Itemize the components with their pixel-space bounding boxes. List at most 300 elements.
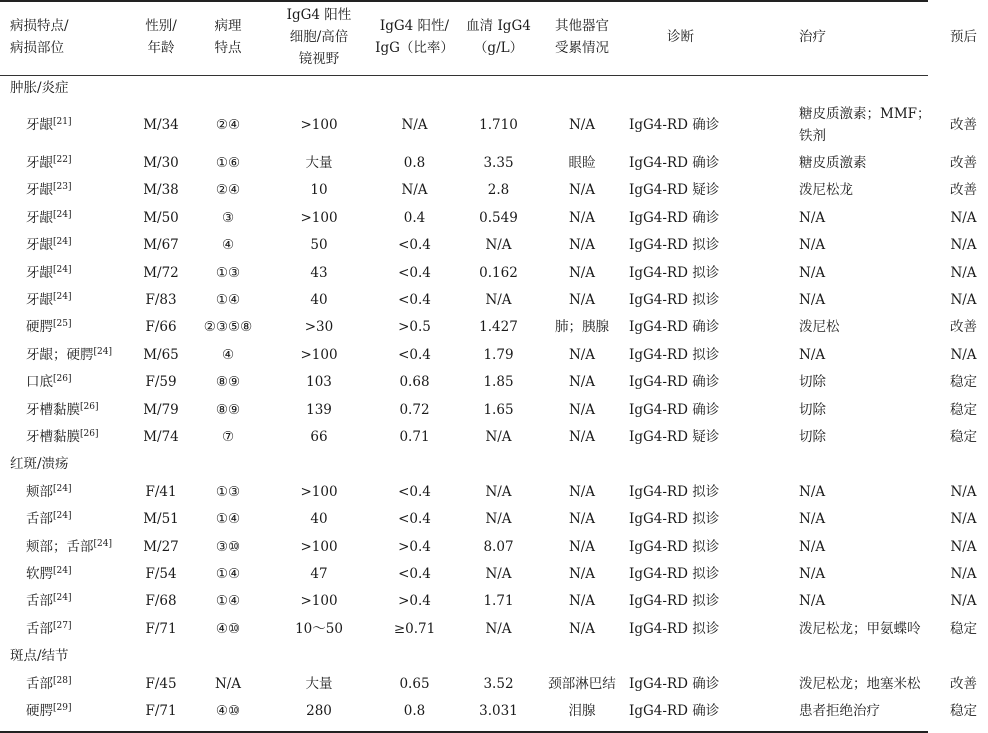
sex-age-cell	[135, 341, 187, 368]
prognosis-cell	[939, 396, 988, 423]
serum-cell	[460, 505, 537, 532]
ratio-text: <0.4	[398, 346, 431, 363]
header-text: 诊断	[667, 29, 694, 45]
reference-citation: [29]	[53, 702, 72, 713]
prognosis-text: N/A	[950, 538, 977, 555]
cells-cell	[269, 341, 369, 368]
diagnosis-text: IgG4-RD 拟诊	[629, 292, 720, 309]
cells-text: >30	[304, 319, 334, 336]
cells-text: 50	[310, 237, 328, 254]
prognosis-text: 改善	[950, 675, 977, 692]
serum-cell	[460, 232, 537, 259]
organs-text: N/A	[568, 565, 596, 582]
ratio-cell	[369, 588, 460, 615]
header-treatment	[789, 0, 939, 74]
serum-text: 3.52	[483, 675, 514, 692]
ratio-text: >0.4	[398, 538, 431, 555]
site-cell	[0, 396, 135, 423]
organs-cell	[537, 396, 627, 423]
cells-cell	[269, 149, 369, 176]
diagnosis-cell	[627, 259, 789, 286]
treatment-text: N/A	[799, 593, 826, 610]
serum-text: N/A	[485, 237, 512, 254]
table-row	[0, 396, 988, 423]
treatment-cell	[789, 314, 939, 341]
organs-cell	[537, 101, 627, 149]
site-name: 舌部	[26, 511, 53, 528]
cells-cell	[269, 101, 369, 149]
ratio-cell	[369, 533, 460, 560]
diagnosis-text: IgG4-RD 拟诊	[629, 620, 720, 637]
header-text: 病损特点/	[10, 18, 69, 34]
organs-text: N/A	[568, 620, 596, 637]
serum-cell	[460, 533, 537, 560]
treatment-text: N/A	[799, 209, 826, 226]
pathology-text: ③⑩	[215, 538, 241, 555]
diagnosis-cell	[627, 505, 789, 532]
pathology-text: ①③	[215, 483, 241, 500]
organs-text: N/A	[568, 374, 596, 391]
cells-cell	[269, 533, 369, 560]
header-text: IgG4 阳性/	[379, 18, 450, 34]
table-row	[0, 149, 988, 176]
site-name: 牙龈	[26, 155, 53, 172]
diagnosis-cell	[627, 588, 789, 615]
serum-text: 0.549	[479, 209, 518, 226]
reference-citation: [24]	[53, 264, 72, 275]
serum-cell	[460, 286, 537, 313]
site-cell	[0, 259, 135, 286]
cells-cell	[269, 615, 369, 642]
organs-text: N/A	[568, 401, 596, 418]
reference-citation: [24]	[53, 593, 72, 604]
pathology-cell	[187, 232, 269, 259]
prognosis-cell	[939, 697, 988, 724]
ratio-cell	[369, 204, 460, 231]
diagnosis-cell	[627, 204, 789, 231]
sex-age-text: M/72	[143, 264, 179, 281]
sex-age-text: M/51	[143, 511, 179, 528]
prognosis-cell	[939, 505, 988, 532]
treatment-text: 泼尼松龙；地塞米松	[799, 675, 921, 692]
ratio-cell	[369, 232, 460, 259]
diagnosis-text: IgG4-RD 拟诊	[629, 593, 720, 610]
table-row	[0, 588, 988, 615]
site-cell	[0, 560, 135, 587]
pathology-cell	[187, 423, 269, 450]
cells-cell	[269, 259, 369, 286]
prognosis-cell	[939, 670, 988, 697]
ratio-text: <0.4	[398, 264, 431, 281]
cells-text: 280	[306, 702, 332, 719]
sex-age-cell	[135, 314, 187, 341]
prognosis-cell	[939, 423, 988, 450]
sex-age-text: M/74	[143, 428, 179, 445]
diagnosis-cell	[627, 396, 789, 423]
cells-cell	[269, 314, 369, 341]
organs-text: N/A	[568, 209, 596, 226]
organs-text: 颈部淋巴结	[548, 675, 616, 692]
table-row	[0, 478, 988, 505]
table-row	[0, 101, 988, 149]
pathology-cell	[187, 533, 269, 560]
serum-text: 1.710	[479, 117, 518, 134]
pathology-cell	[187, 396, 269, 423]
diagnosis-cell	[627, 149, 789, 176]
section-title: 斑点/结节	[10, 648, 69, 665]
site-cell	[0, 670, 135, 697]
prognosis-cell	[939, 369, 988, 396]
site-cell	[0, 615, 135, 642]
prognosis-cell	[939, 533, 988, 560]
ratio-text: 0.8	[403, 155, 426, 172]
treatment-cell	[789, 259, 939, 286]
site-cell	[0, 177, 135, 204]
reference-citation: [21]	[53, 117, 72, 128]
cells-text: 40	[310, 511, 328, 528]
treatment-cell	[789, 149, 939, 176]
treatment-cell	[789, 177, 939, 204]
serum-text: 1.79	[483, 346, 514, 363]
pathology-text: ①④	[215, 511, 241, 528]
cells-cell	[269, 177, 369, 204]
site-name: 颊部	[26, 483, 53, 500]
header-text: 预后	[950, 29, 977, 45]
organs-cell	[537, 232, 627, 259]
treatment-cell	[789, 697, 939, 724]
site-name: 舌部	[26, 593, 53, 610]
pathology-cell	[187, 560, 269, 587]
prognosis-cell	[939, 478, 988, 505]
pathology-text: ①③	[215, 264, 241, 281]
site-name: 牙龈	[26, 237, 53, 254]
header-text: 性别/	[145, 18, 177, 34]
cells-cell	[269, 588, 369, 615]
site-name: 牙龈	[26, 292, 53, 309]
reference-citation: [24]	[93, 346, 112, 357]
header-serum-igg4	[460, 0, 537, 74]
site-name: 牙龈	[26, 182, 53, 199]
ratio-cell	[369, 149, 460, 176]
ratio-cell	[369, 259, 460, 286]
organs-text: 泪腺	[568, 702, 596, 719]
sex-age-cell	[135, 588, 187, 615]
diagnosis-text: IgG4-RD 拟诊	[629, 565, 720, 582]
pathology-text: ④	[221, 346, 235, 363]
prognosis-cell	[939, 286, 988, 313]
diagnosis-cell	[627, 314, 789, 341]
table-row	[0, 286, 988, 313]
pathology-cell	[187, 588, 269, 615]
organs-cell	[537, 341, 627, 368]
site-name: 舌部	[26, 675, 53, 692]
ratio-text: 0.68	[399, 374, 430, 391]
treatment-text: 患者拒绝治疗	[799, 702, 880, 719]
table-row	[0, 314, 988, 341]
prognosis-text: 稳定	[950, 374, 977, 391]
prognosis-cell	[939, 314, 988, 341]
sex-age-text: F/59	[145, 374, 177, 391]
header-text: 镜视野	[298, 51, 340, 67]
header-text: 治疗	[799, 29, 826, 45]
table-row	[0, 204, 988, 231]
site-cell	[0, 533, 135, 560]
site-cell	[0, 588, 135, 615]
sex-age-text: F/45	[145, 675, 177, 692]
pathology-cell	[187, 177, 269, 204]
prognosis-text: N/A	[950, 264, 977, 281]
sex-age-text: F/83	[145, 292, 177, 309]
prognosis-text: N/A	[950, 292, 977, 309]
site-cell	[0, 369, 135, 396]
prognosis-text: 稳定	[950, 428, 977, 445]
site-cell	[0, 286, 135, 313]
serum-cell	[460, 101, 537, 149]
site-name: 软腭	[26, 565, 53, 582]
diagnosis-text: IgG4-RD 确诊	[629, 374, 720, 391]
ratio-text: 0.8	[403, 702, 426, 719]
ratio-text: N/A	[401, 182, 428, 199]
diagnosis-text: IgG4-RD 确诊	[629, 401, 720, 418]
ratio-cell	[369, 341, 460, 368]
sex-age-cell	[135, 697, 187, 724]
ratio-cell	[369, 177, 460, 204]
organs-text: N/A	[568, 346, 596, 363]
organs-text: N/A	[568, 428, 596, 445]
header-sex-age	[135, 0, 187, 74]
ratio-cell	[369, 615, 460, 642]
prognosis-text: 改善	[950, 182, 977, 199]
reference-citation: [27]	[53, 620, 72, 631]
serum-text: 1.65	[483, 401, 514, 418]
sex-age-cell	[135, 423, 187, 450]
cells-cell	[269, 560, 369, 587]
cells-cell	[269, 670, 369, 697]
serum-cell	[460, 314, 537, 341]
site-cell	[0, 505, 135, 532]
cells-cell	[269, 478, 369, 505]
diagnosis-cell	[627, 369, 789, 396]
prognosis-text: N/A	[950, 346, 977, 363]
sex-age-text: F/66	[145, 319, 177, 336]
serum-text: N/A	[485, 565, 512, 582]
diagnosis-text: IgG4-RD 确诊	[629, 155, 720, 172]
prognosis-text: 稳定	[950, 702, 977, 719]
table-body	[0, 74, 988, 725]
prognosis-text: N/A	[950, 483, 977, 500]
treatment-text-line2: 铁剂	[799, 128, 826, 145]
cells-text: 47	[310, 565, 328, 582]
reference-citation: [24]	[53, 292, 72, 303]
pathology-text: ①④	[215, 292, 241, 309]
serum-cell	[460, 588, 537, 615]
serum-cell	[460, 177, 537, 204]
reference-citation: [25]	[53, 319, 72, 330]
sex-age-text: M/34	[143, 117, 179, 134]
pathology-text: ①⑥	[215, 155, 241, 172]
treatment-cell	[789, 505, 939, 532]
ratio-cell	[369, 560, 460, 587]
cells-cell	[269, 286, 369, 313]
organs-cell	[537, 423, 627, 450]
ratio-cell	[369, 396, 460, 423]
header-text: 其他器官	[555, 18, 609, 34]
treatment-text: N/A	[799, 292, 826, 309]
reference-citation: [22]	[53, 155, 72, 166]
pathology-text: ②④	[215, 182, 241, 199]
organs-text: 眼睑	[568, 155, 596, 172]
organs-text: 肺；胰腺	[555, 319, 609, 336]
header-diagnosis	[627, 0, 789, 74]
treatment-text: 糖皮质激素	[799, 155, 867, 172]
treatment-text: N/A	[799, 483, 826, 500]
pathology-text: ①④	[215, 565, 241, 582]
treatment-text: N/A	[799, 565, 826, 582]
site-cell	[0, 204, 135, 231]
pathology-cell	[187, 259, 269, 286]
reference-citation: [24]	[93, 538, 112, 549]
ratio-text: 0.4	[403, 209, 426, 226]
pathology-text: ④	[221, 237, 235, 254]
reference-citation: [24]	[53, 209, 72, 220]
diagnosis-cell	[627, 615, 789, 642]
treatment-text: N/A	[799, 538, 826, 555]
treatment-cell	[789, 204, 939, 231]
site-name: 牙龈	[26, 117, 53, 134]
cells-text: 66	[310, 428, 328, 445]
cells-cell	[269, 505, 369, 532]
cells-cell	[269, 232, 369, 259]
treatment-cell	[789, 615, 939, 642]
ratio-cell	[369, 478, 460, 505]
ratio-text: <0.4	[398, 292, 431, 309]
pathology-text: ②③⑤⑧	[203, 319, 253, 336]
organs-text: N/A	[568, 292, 596, 309]
pathology-cell	[187, 615, 269, 642]
sex-age-cell	[135, 670, 187, 697]
serum-text: N/A	[485, 620, 512, 637]
site-cell	[0, 232, 135, 259]
table-row	[0, 615, 988, 642]
prognosis-text: 改善	[950, 155, 977, 172]
pathology-cell	[187, 341, 269, 368]
pathology-text: ⑦	[221, 428, 235, 445]
pathology-cell	[187, 314, 269, 341]
sex-age-text: M/67	[143, 237, 179, 254]
diagnosis-text: IgG4-RD 拟诊	[629, 511, 720, 528]
cells-text: 43	[310, 264, 328, 281]
sex-age-cell	[135, 478, 187, 505]
serum-cell	[460, 670, 537, 697]
serum-cell	[460, 204, 537, 231]
treatment-text: N/A	[799, 511, 826, 528]
cells-cell	[269, 697, 369, 724]
treatment-text: 切除	[799, 428, 826, 445]
header-text: 血清 IgG4	[466, 18, 531, 34]
prognosis-text: 改善	[950, 319, 977, 336]
diagnosis-cell	[627, 697, 789, 724]
ratio-text: 0.65	[399, 675, 430, 692]
site-name: 颊部；舌部	[26, 538, 94, 555]
cells-cell	[269, 369, 369, 396]
organs-cell	[537, 697, 627, 724]
treatment-cell	[789, 423, 939, 450]
cells-text: 大量	[305, 675, 333, 692]
diagnosis-text: IgG4-RD 拟诊	[629, 237, 720, 254]
diagnosis-text: IgG4-RD 拟诊	[629, 264, 720, 281]
prognosis-cell	[939, 341, 988, 368]
pathology-cell	[187, 505, 269, 532]
prognosis-cell	[939, 149, 988, 176]
treatment-cell	[789, 533, 939, 560]
sex-age-cell	[135, 259, 187, 286]
section-title: 肿胀/炎症	[10, 79, 69, 96]
cells-text: >100	[300, 483, 338, 500]
sex-age-text: F/68	[145, 593, 177, 610]
diagnosis-cell	[627, 478, 789, 505]
site-name: 牙槽黏膜	[26, 401, 80, 418]
diagnosis-cell	[627, 286, 789, 313]
sex-age-text: F/71	[145, 620, 177, 637]
organs-cell	[537, 369, 627, 396]
site-cell	[0, 149, 135, 176]
header-text: 年龄	[147, 40, 175, 56]
pathology-text: ⑧⑨	[215, 374, 241, 391]
cells-text: >100	[300, 593, 338, 610]
diagnosis-cell	[627, 533, 789, 560]
serum-cell	[460, 369, 537, 396]
pathology-cell	[187, 697, 269, 724]
organs-cell	[537, 177, 627, 204]
serum-cell	[460, 560, 537, 587]
serum-cell	[460, 478, 537, 505]
organs-text: N/A	[568, 117, 596, 134]
diagnosis-cell	[627, 177, 789, 204]
serum-cell	[460, 697, 537, 724]
pathology-text: ③	[221, 209, 235, 226]
ratio-cell	[369, 697, 460, 724]
cells-text: 40	[310, 292, 328, 309]
ratio-text: >0.5	[398, 319, 431, 336]
diagnosis-text: IgG4-RD 确诊	[629, 319, 720, 336]
header-text: 病损部位	[10, 40, 64, 56]
serum-text: N/A	[485, 483, 512, 500]
diagnosis-text: IgG4-RD 疑诊	[629, 428, 720, 445]
pathology-text: ①④	[215, 593, 241, 610]
reference-citation: [26]	[80, 401, 99, 412]
treatment-text: N/A	[799, 264, 826, 281]
diagnosis-cell	[627, 341, 789, 368]
section-header-row	[0, 451, 988, 478]
table-row	[0, 369, 988, 396]
prognosis-cell	[939, 177, 988, 204]
site-name: 牙龈	[26, 264, 53, 281]
sex-age-cell	[135, 396, 187, 423]
cells-text: 10	[310, 182, 328, 199]
site-name: 硬腭	[26, 319, 53, 336]
pathology-cell	[187, 204, 269, 231]
reference-citation: [23]	[53, 182, 72, 193]
prognosis-text: 改善	[950, 117, 977, 134]
prognosis-cell	[939, 101, 988, 149]
organs-text: N/A	[568, 538, 596, 555]
site-cell	[0, 423, 135, 450]
header-igg4-ratio	[369, 0, 460, 74]
serum-text: 1.427	[479, 319, 518, 336]
serum-cell	[460, 259, 537, 286]
header-row	[0, 0, 988, 74]
treatment-text: 泼尼松龙	[799, 182, 853, 199]
